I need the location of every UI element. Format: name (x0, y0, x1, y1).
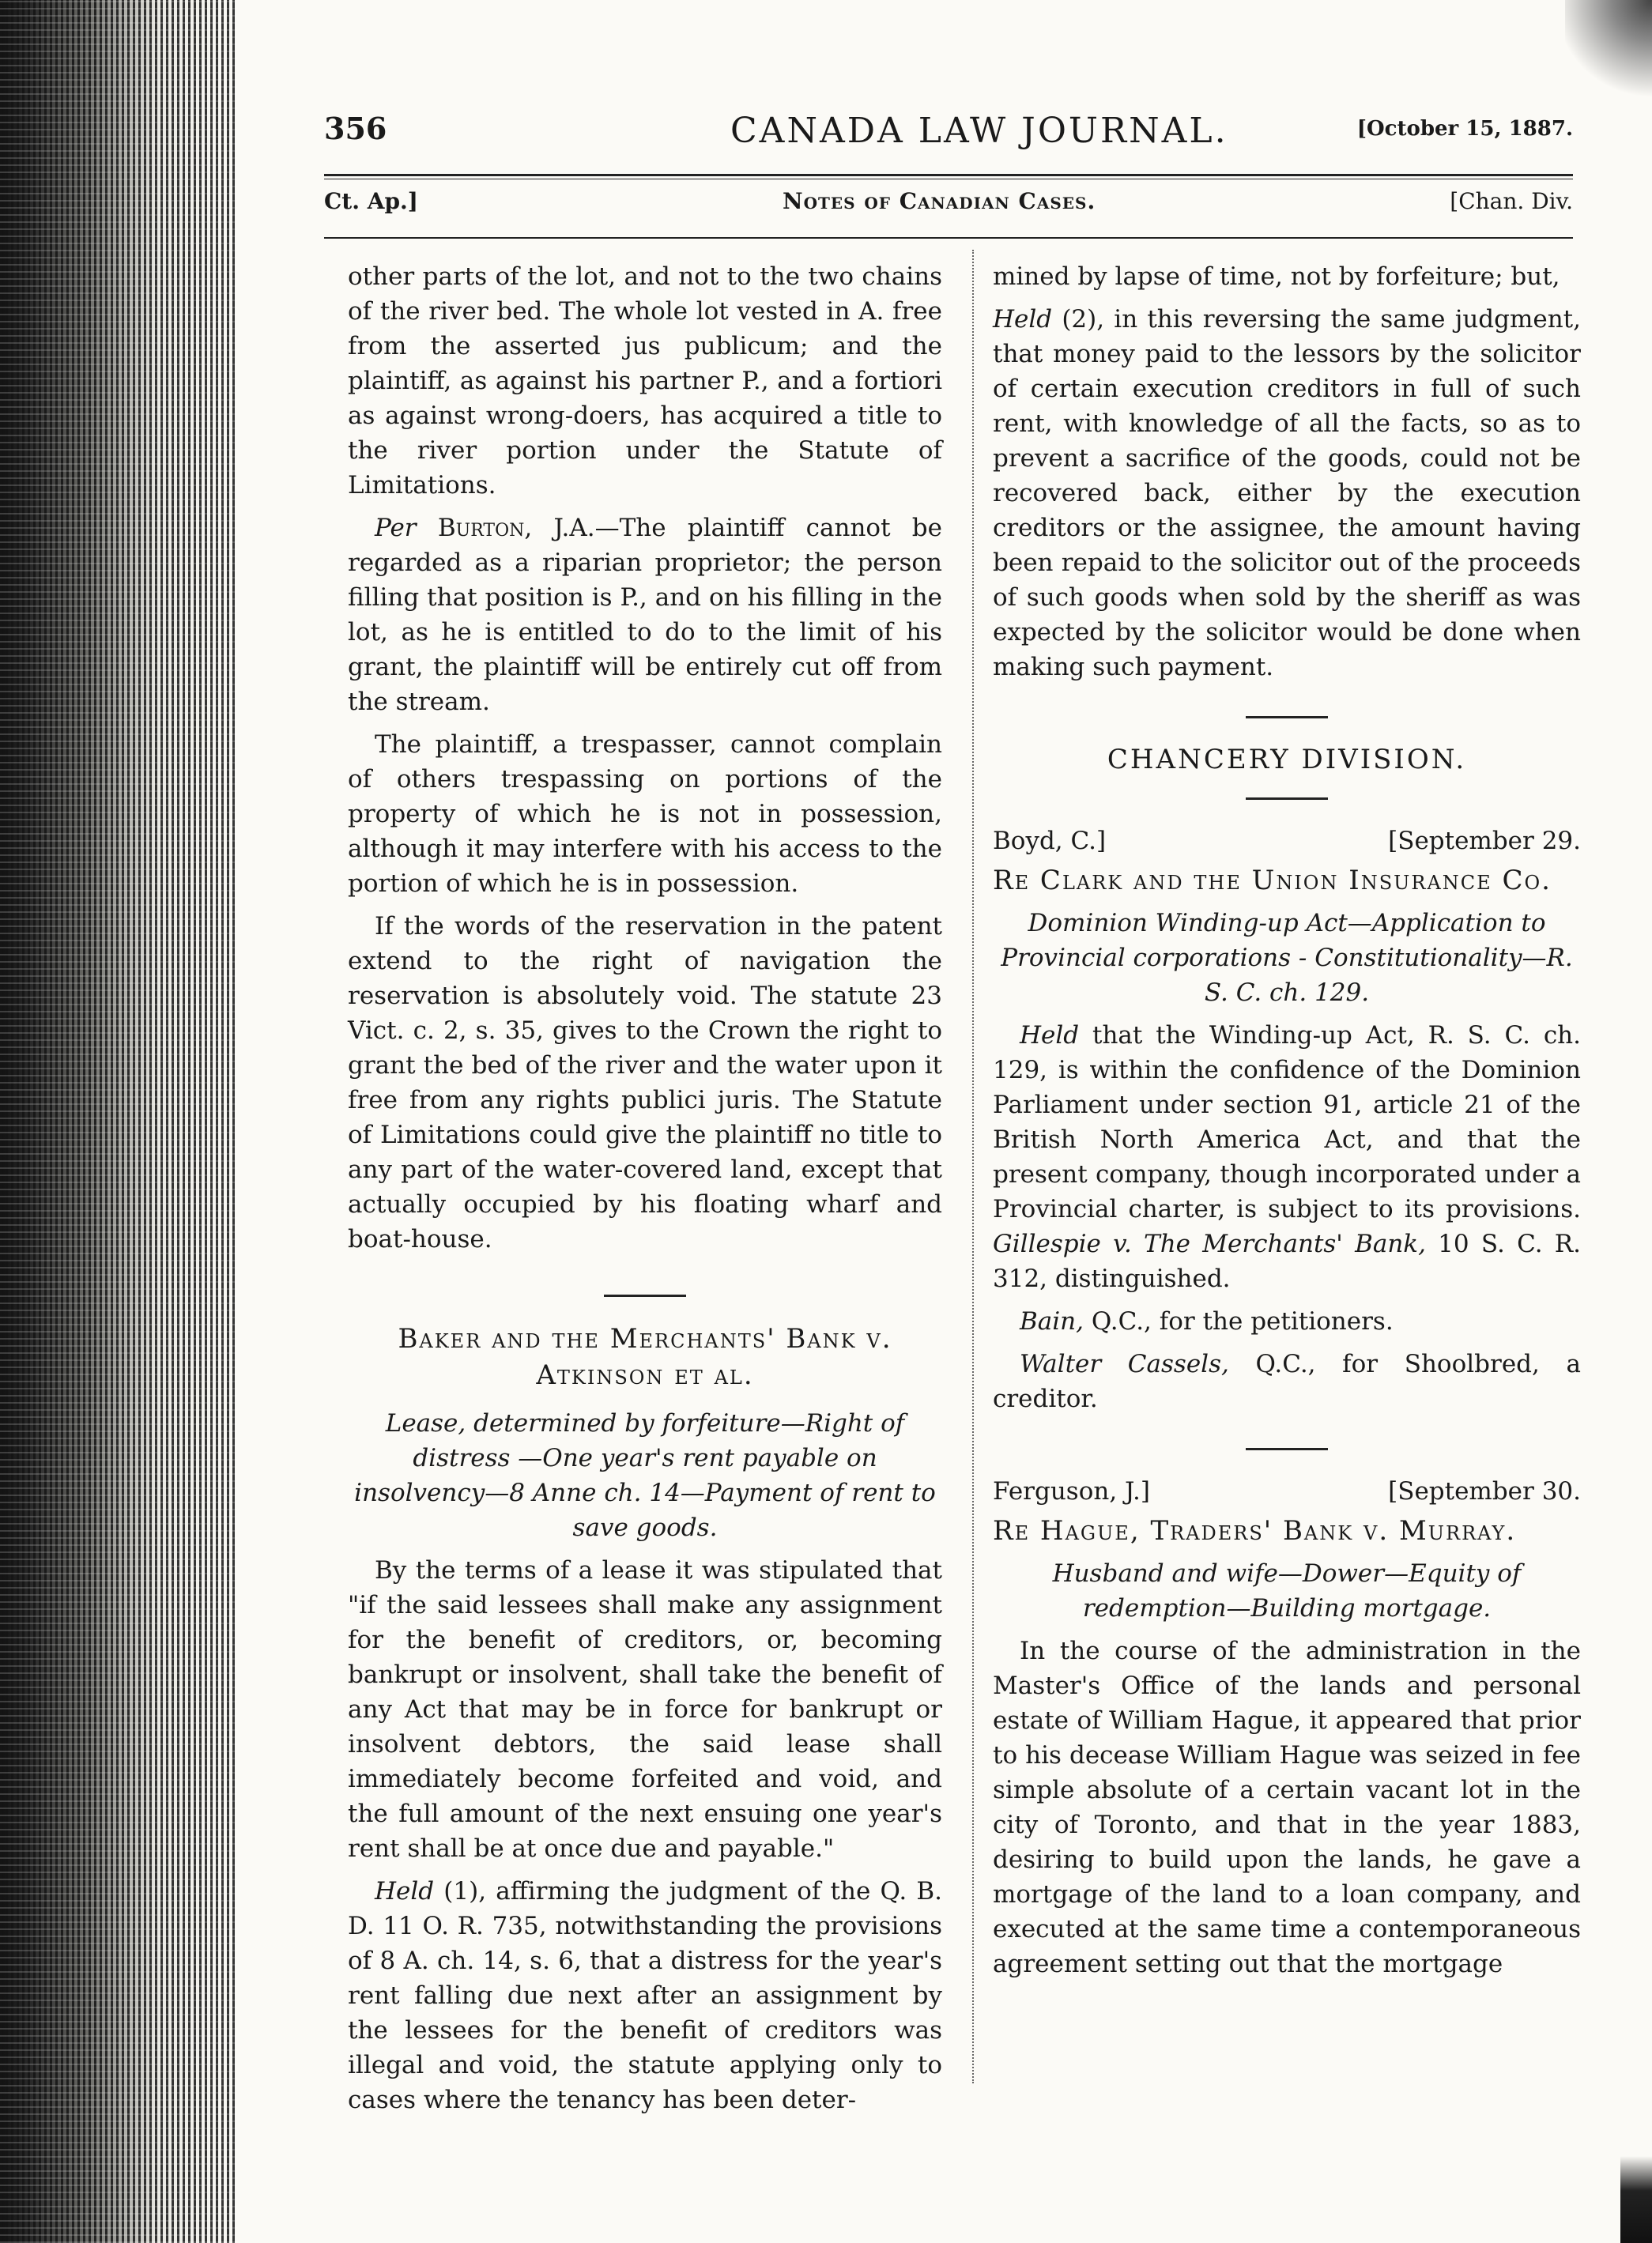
paragraph: The plaintiff, a trespasser, cannot complain of others trespassing on portions of the property of which he is not in possession, although it may interfere with his access to the portion of which he is in possession. (348, 730, 942, 898)
issue-date: [October 15, 1887. (1356, 117, 1573, 141)
court-abbreviation-right: [Chan. Div. (1450, 188, 1573, 214)
judge-name: Burton, J.A. (437, 514, 595, 542)
section-heading: CHANCERY DIVISION. (1107, 744, 1467, 775)
paragraph: In the course of the administration in the Master's Office of the lands and personal estate of William Hague, it appeared that prior to his decease William Hague was seized in fee simple absolute of a certain vacant lot in the city of Toronto, and that in the year 1883, desiring to build upon the lands, he gave a mortgage of the land to a loan company, and executed at the same time a contemporaneous agreement setting out that the mortgage (993, 1637, 1581, 1978)
section-separator (1246, 1448, 1328, 1450)
scan-corner-shadow-top (1565, 0, 1652, 103)
paragraph-text: —The plaintiff cannot be regarded as a riparian proprietor; the person filling that position is P., and on his filling in the lot, as he is entitled to do to the limit of his grant, the plaintiff will be entirely cut off from the stream. (348, 514, 942, 716)
paragraph: By the terms of a lease it was stipulated that "if the said lessees shall make any assignment for the benefit of creditors, or, becoming bankrupt or insolvent, shall take the benefit of any Act that may be in force for bankrupt or insolvent debtors, the said lease shall immediately become forfeited and void, and the full amount of the next ensuing one year's rent shall be at once due and payable." (348, 1556, 942, 1863)
case-title: Re Hague, Traders' Bank v. Murray. (993, 1515, 1517, 1547)
page-number: 356 (324, 111, 387, 146)
paragraph (348, 1874, 942, 2117)
subheader-rule (324, 237, 1573, 239)
paragraph: If the words of the reservation in the patent extend to the right of navigation the reservation is absolutely void. The statute 23 Vict. c. 2, s. 35, gives to the Crown the right to grant the bed of the river and the water upon it free from any rights publici juris. The Statute of Limitations could give the plaintiff no title to any part of the water-covered land, except that actually occupied by his floating wharf and boat-house. (348, 912, 942, 1253)
counsel-role: Q.C., for Shoolbred, a creditor. (993, 1350, 1581, 1413)
counsel-name: Bain, (1020, 1307, 1084, 1336)
right-column (993, 259, 1581, 1989)
decision-date: [September 29. (1388, 827, 1581, 855)
left-column (348, 259, 942, 2125)
paragraph: other parts of the lot, and not to the two chains of the river bed. The whole lot vested in A. free from the asserted jus publicum; and the plaintiff, as against his partner P., and a fortiori as against wrong-doers, has acquired a title to the river portion under the Statute of Limitations. (348, 262, 942, 499)
paragraph-text: (2), in this reversing the same judgment, that money paid to the lessors by the solicitor of certain execution creditors in full of such rent, with knowledge of all the facts, so as to prevent a sacrifice of the goods, could not be recovered back, either by the execution creditors or the assignee, the amount having been repaid to the solicitor out of the proceeds of such goods when sold by the sheriff as was expected by the solicitor would be done when making such payment. (993, 305, 1581, 681)
paragraph (993, 1018, 1581, 1296)
held-label: Held (993, 305, 1053, 334)
headnote: Husband and wife—Dower—Equity of redemption—Building mortgage. (1052, 1559, 1522, 1623)
case-judge-row (993, 824, 1581, 858)
paragraph (348, 511, 942, 719)
case-title: Re Clark and the Union Insurance Co. (993, 865, 1552, 896)
paragraph (993, 302, 1581, 684)
paragraph-text: that the Winding-up Act, R. S. C. ch. 129, is within the confidence of the Dominion Parliament under section 91, article 21 of the British North America Act, and that the present company, though incorporated under a Provincial charter, is subject to its provisions. (993, 1021, 1581, 1223)
counsel-line (993, 1304, 1581, 1339)
counsel-line (993, 1347, 1581, 1416)
headnote: Dominion Winding-up Act—Application to Provincial corporations - Constitutionality—R. S. C. ch. 129. (1001, 909, 1573, 1007)
case-title-line: Atkinson et al. (536, 1359, 754, 1391)
column-divider (972, 250, 974, 2083)
case-title (348, 1321, 942, 1393)
per-label: Per (375, 514, 417, 542)
scanned-book-spine-shadow (0, 0, 237, 2243)
cited-case: Gillespie v. The Merchants' Bank, (993, 1230, 1426, 1258)
judge-name: Boyd, C.] (993, 827, 1107, 855)
section-separator (1246, 716, 1328, 718)
section-separator (604, 1295, 686, 1297)
scan-corner-shadow-bottom (1620, 2156, 1652, 2243)
header-rule-top (324, 174, 1573, 176)
section-running-title: Notes of Canadian Cases. (783, 188, 1096, 214)
case-judge-row (993, 1474, 1581, 1509)
held-label: Held (375, 1877, 435, 1906)
citation-text: 10 S. C. R. 312, distinguished. (993, 1230, 1581, 1293)
decision-date: [September 30. (1388, 1477, 1581, 1506)
running-subheader (324, 188, 1573, 220)
section-separator (1246, 797, 1328, 800)
case-title-line: Baker and the Merchants' Bank v. (398, 1323, 892, 1355)
headnote: Lease, determined by forfeiture—Right of distress —One year's rent payable on insolvency—8 Anne ch. 14—Payment of rent to save goods. (354, 1409, 936, 1542)
counsel-name: Walter Cassels, (1020, 1350, 1229, 1378)
paragraph: mined by lapse of time, not by forfeiture; but, (993, 262, 1560, 291)
paragraph-text: (1), affirming the judgment of the Q. B. D. 11 O. R. 735, notwithstanding the provisions of 8 A. ch. 14, s. 6, that a distress for the year's rent falling due next after an assignment by the lessees for the benefit of creditors was illegal and void, the statute applying only to cases where the tenancy has been deter- (348, 1877, 942, 2114)
judge-name: Ferguson, J.] (993, 1477, 1151, 1506)
counsel-role: Q.C., for the petitioners. (1084, 1307, 1394, 1336)
court-abbreviation-left: Ct. Ap.] (324, 188, 419, 214)
held-label: Held (1020, 1021, 1080, 1050)
journal-title: CANADA LAW JOURNAL. (730, 111, 1228, 151)
page-header (324, 111, 1573, 150)
